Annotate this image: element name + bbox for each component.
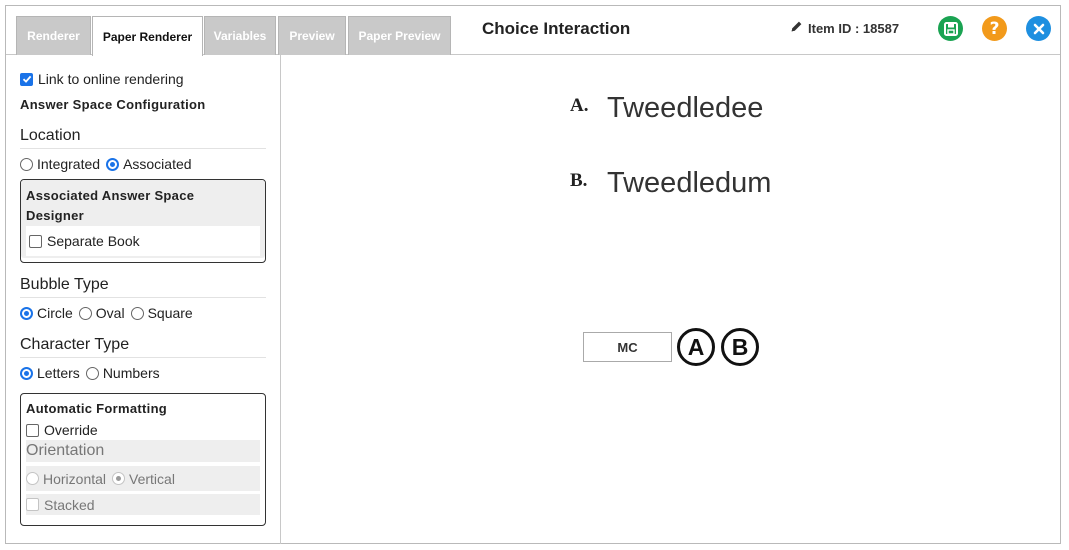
automatic-formatting-box bbox=[20, 393, 266, 526]
choice-b-text: Tweedledum bbox=[607, 167, 772, 199]
radio-icon[interactable] bbox=[131, 307, 144, 320]
stacked-checkbox[interactable] bbox=[26, 494, 260, 515]
stacked-label: Stacked bbox=[44, 496, 95, 513]
radio-icon[interactable] bbox=[20, 158, 33, 171]
tab-paper-renderer[interactable]: Paper Renderer bbox=[92, 16, 203, 56]
radio-label: Oval bbox=[95, 305, 125, 321]
tab-paper-preview[interactable]: Paper Preview bbox=[348, 16, 451, 55]
tab-preview[interactable]: Preview bbox=[278, 16, 346, 55]
radio-icon[interactable] bbox=[20, 367, 33, 380]
choice-a-text: Tweedledee bbox=[607, 92, 764, 124]
orientation-horizontal-radio[interactable] bbox=[26, 471, 106, 487]
radio-icon[interactable] bbox=[86, 367, 99, 380]
choice-a-letter: A. bbox=[570, 95, 589, 116]
radio-icon[interactable] bbox=[106, 158, 119, 171]
radio-label: Numbers bbox=[102, 365, 160, 381]
radio-label: Integrated bbox=[37, 156, 101, 172]
top-bar bbox=[6, 6, 1060, 55]
override-label: Override bbox=[44, 422, 98, 438]
checkbox-icon[interactable] bbox=[26, 498, 39, 511]
location-integrated-radio[interactable] bbox=[20, 156, 100, 172]
designer-heading: Associated Answer Space Designer bbox=[26, 188, 195, 223]
radio-icon[interactable] bbox=[112, 472, 125, 485]
checkbox-icon[interactable] bbox=[26, 424, 39, 437]
radio-label: Square bbox=[147, 305, 193, 321]
link-online-label: Link to online rendering bbox=[38, 71, 184, 87]
bubble-type-heading: Bubble Type bbox=[20, 276, 266, 298]
override-checkbox[interactable] bbox=[26, 422, 98, 438]
item-id-label: Item ID : 18587 bbox=[808, 20, 900, 36]
radio-label: Horizontal bbox=[43, 470, 107, 487]
bubble-square-radio[interactable] bbox=[131, 305, 193, 321]
tab-variables[interactable]: Variables bbox=[204, 16, 276, 55]
character-type-options bbox=[20, 365, 166, 381]
orientation-heading: Orientation bbox=[26, 440, 260, 462]
separate-book-label: Separate Book bbox=[47, 233, 140, 249]
checkbox-icon[interactable] bbox=[29, 235, 42, 248]
item-id bbox=[790, 20, 899, 36]
character-letters-radio[interactable] bbox=[20, 365, 80, 381]
help-icon[interactable]: ? bbox=[982, 16, 1007, 41]
answer-bubble-a: A bbox=[677, 328, 715, 366]
bubble-oval-radio[interactable] bbox=[79, 305, 125, 321]
pencil-icon[interactable] bbox=[790, 20, 803, 36]
page-title: Choice Interaction bbox=[482, 19, 631, 38]
settings-panel bbox=[6, 55, 281, 544]
close-icon[interactable] bbox=[1026, 16, 1051, 41]
character-type-heading: Character Type bbox=[20, 336, 266, 358]
separate-book-checkbox[interactable] bbox=[26, 226, 260, 256]
bubble-type-options bbox=[20, 305, 199, 321]
associated-designer-box bbox=[20, 179, 266, 263]
radio-icon[interactable] bbox=[20, 307, 33, 320]
tab-renderer[interactable]: Renderer bbox=[16, 16, 91, 55]
orientation-vertical-radio[interactable] bbox=[112, 471, 175, 487]
choice-b-letter: B. bbox=[570, 170, 588, 191]
radio-label: Circle bbox=[37, 305, 73, 321]
radio-label: Associated bbox=[123, 156, 192, 172]
mc-label-box: MC bbox=[583, 332, 672, 362]
location-associated-radio[interactable] bbox=[106, 156, 191, 172]
location-heading: Location bbox=[20, 127, 266, 149]
bubble-circle-radio[interactable] bbox=[20, 305, 73, 321]
checkbox-icon[interactable] bbox=[20, 73, 33, 86]
save-icon[interactable] bbox=[938, 16, 963, 41]
answer-space-heading: Answer Space Configuration bbox=[20, 97, 206, 112]
paper-preview-area bbox=[281, 55, 1060, 544]
radio-label: Letters bbox=[37, 365, 80, 381]
character-numbers-radio[interactable] bbox=[86, 365, 160, 381]
answer-bubble-b: B bbox=[721, 328, 759, 366]
location-options bbox=[20, 156, 198, 172]
app-frame bbox=[5, 5, 1061, 544]
orientation-options bbox=[26, 466, 260, 491]
link-online-checkbox[interactable] bbox=[20, 71, 184, 87]
radio-label: Vertical bbox=[129, 470, 175, 487]
radio-icon[interactable] bbox=[26, 472, 39, 485]
radio-icon[interactable] bbox=[79, 307, 92, 320]
automatic-formatting-heading: Automatic Formatting bbox=[26, 401, 168, 416]
